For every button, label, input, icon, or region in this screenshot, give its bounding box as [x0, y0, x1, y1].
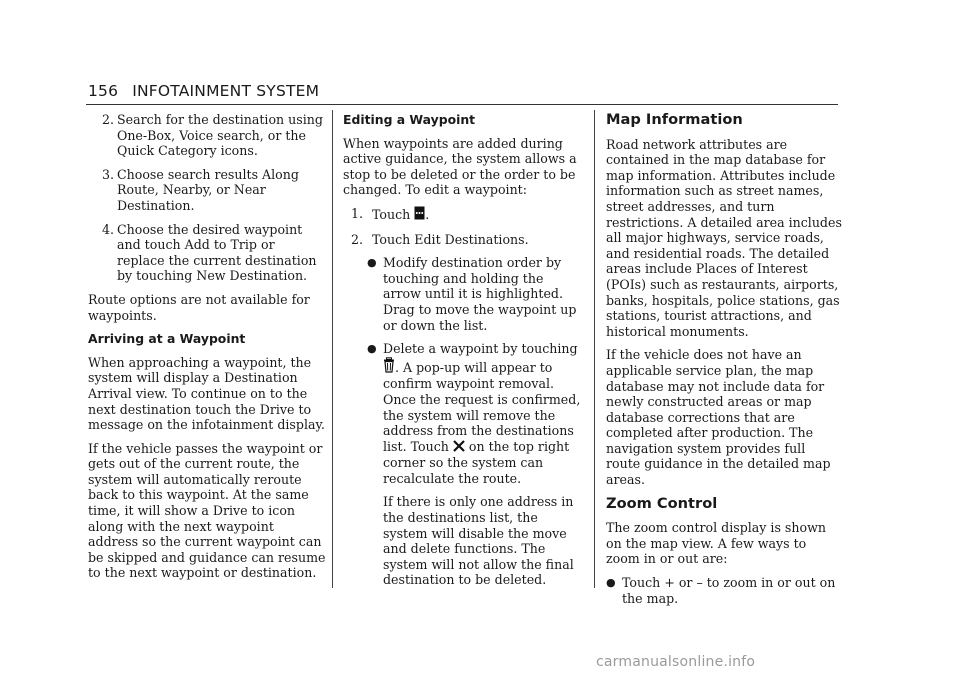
list-item-text: Choose the desired waypoint and touch Add to Trip or replace the current destination by touching New Destination. — [117, 221, 317, 284]
section-heading: Arriving at a Waypoint — [88, 331, 246, 347]
trash-can-icon — [383, 357, 395, 377]
list-item: 2. Touch Edit Destinations. — [350, 231, 529, 247]
section-heading: Editing a Waypoint — [343, 112, 476, 127]
list-item-text: Choose search results Along Route, Nearby, or Near Destination. — [117, 166, 299, 213]
column-middle — [343, 112, 581, 596]
more-options-icon — [414, 206, 425, 224]
bullet-item: ● Modify destination order by touching and holding the arrow until it is highlighted. Drag to move the waypoint up or down the list. — [367, 255, 577, 333]
paragraph: When waypoints are added during active guidance, the system allows a stop to be deleted or the order to be changed. To edit a waypoint: — [343, 135, 577, 198]
column-divider — [332, 110, 333, 588]
indented-paragraph: If there is only one address in the destinations list, the system will disable the move and delete functions. The system will not allow the final destination to be deleted. — [383, 494, 574, 588]
paragraph: If the vehicle passes the waypoint or gets out of the current route, the system will automatically reroute back to this waypoint. At the same time, it will show a Drive to icon along with the next waypoint address so the current waypoint can be skipped and guidance can resume to the next waypoint or destination. — [88, 440, 326, 581]
bullet-item: ● Touch + or – to zoom in or out on the map. — [606, 575, 836, 606]
paragraph: Route options are not available for waypoints. — [88, 291, 310, 323]
section-heading: Zoom Control — [606, 494, 718, 512]
paragraph: Road network attributes are contained in the map database for map information. Attributes include information such as street names, street addresses, and turn restrictions. A detailed area includes all major highways, service roads, and residential roads. The detailed areas include Places of Interest (POIs) such as restaurants, airports, banks, hospitals, police stations, gas stations, tourist attractions, and historical monuments. — [606, 136, 842, 339]
paragraph: When approaching a waypoint, the system will display a Destination Arrival view. To continue on to the next destination touch the Drive to message on the infotainment display. — [88, 354, 325, 433]
list-item: 3. Choose search results Along Route, Nearby, or Near Destination. — [101, 166, 299, 213]
column-right — [606, 112, 842, 614]
list-item-text: Search for the destination using One-Box, Voice search, or the Quick Category icons. — [117, 112, 323, 159]
paragraph: The zoom control display is shown on the map view. A few ways to zoom in or out are: — [606, 520, 826, 567]
page-header — [88, 82, 319, 104]
header-rule — [86, 104, 838, 105]
column-divider — [594, 110, 595, 588]
close-x-icon — [453, 440, 465, 456]
section-heading: Map Information — [606, 111, 743, 128]
list-item: 2. Search for the destination using One-Box, Voice search, or the Quick Category icons. — [101, 112, 323, 159]
watermark: carmanualsonline.info — [596, 654, 756, 670]
list-item: 4. Choose the desired waypoint and touch Add to Trip or replace the current destination by touching New Destination. — [101, 221, 317, 284]
bullet-item: ● Delete a waypoint by touching . A pop-up will appear to confirm waypoint removal. Once the request is confirmed, the system will remove the address from the destinations list. Touch on the top right corner so the system can recalculate the route. — [367, 341, 581, 486]
page-number: 156 — [88, 82, 119, 100]
column-left — [88, 112, 326, 589]
paragraph: If the vehicle does not have an applicable service plan, the map database may not include data for newly constructed areas or map database corrections that are completed after production. The navigation system provides full route guidance in the detailed map areas. — [606, 347, 831, 488]
section-title: INFOTAINMENT SYSTEM — [132, 82, 320, 100]
list-item: 1. Touch . — [350, 205, 430, 222]
